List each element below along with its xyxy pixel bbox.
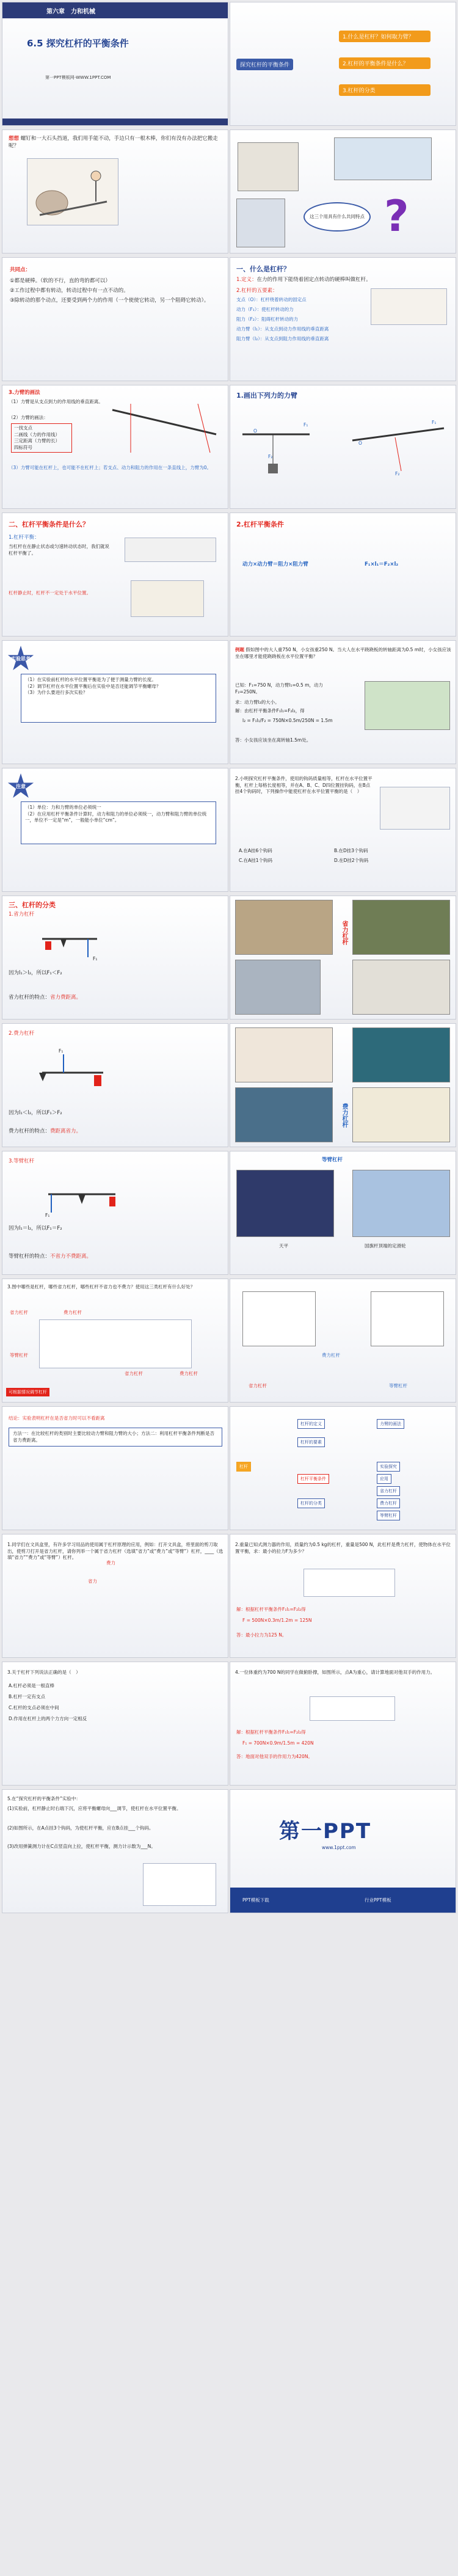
badminton-photo xyxy=(235,1087,333,1142)
slide-balance xyxy=(2,513,228,637)
slide-equal-arm-photos xyxy=(230,1151,456,1275)
equal-arm-trait: 不省力不费距离。 xyxy=(50,1253,92,1260)
brand-url[interactable]: www.1ppt.com xyxy=(322,1845,356,1850)
quiz6-option-d[interactable]: D.作用在杠杆上的两个力方向一定相反 xyxy=(9,1716,87,1721)
quiz8-item-2: (2)如图所示，在A点挂3个钩码，为使杠杆平衡，应在B点挂___个钩码。 xyxy=(7,1825,154,1831)
arm-diagram xyxy=(106,398,222,459)
quiz3b-tag-2: 费力杠杆 xyxy=(322,1352,340,1358)
quiz2-question: 2.小明探究杠杆平衡条件，使用的钩码质量相等，杠杆在水平位置平衡，杠杆上每格长度相等，并在A、B、C、D四位置挂钩码，在B点挂4个钩码时，下列操作中能使杠杆在水平位置平衡的是（ ） xyxy=(235,776,373,794)
example-solve: 解：由杠杆平衡条件F₁l₁=F₂l₂，得 xyxy=(235,708,305,713)
conclusion-head: 结论：实验表明杠杆在是否省力时可以不看距离 xyxy=(9,1415,105,1421)
menu-item-2[interactable]: 2.杠杆的平衡条件是什么？ xyxy=(339,57,431,69)
notice-star-label: 注意 xyxy=(16,784,26,789)
footer-link[interactable]: 第一PPT模板网-WWW.1PPT.COM xyxy=(45,75,111,80)
menu-item-3[interactable]: 3.杠杆的分类 xyxy=(339,84,431,96)
quiz5-sol-2: F = 500N×0.3m/1.2m = 125N xyxy=(242,1618,312,1623)
condition-words: 动力×动力臂＝阻力×阻力臂 xyxy=(242,561,308,567)
slide-quiz-5 xyxy=(230,1534,456,1658)
classification-title: 三、杠杆的分类 xyxy=(9,901,56,909)
faucet-image xyxy=(371,1291,444,1346)
condition-title: 2.杠杆平衡条件 xyxy=(236,520,284,528)
quiz2-option-b[interactable]: B.在D挂3个钩码 xyxy=(334,848,368,853)
slide-summary-tree xyxy=(230,1406,456,1530)
common-heading: 共同点： xyxy=(10,267,31,273)
arm-line-1: （1）力臂是从支点到力的作用线的垂直距离。 xyxy=(9,399,103,404)
quiz3-tools-image xyxy=(39,1319,192,1368)
quiz8-title: 5.在“探究杠杆的平衡条件”实验中： xyxy=(7,1796,81,1801)
definition-label: 1.定义： xyxy=(236,277,257,283)
star-label: 实验思考 xyxy=(11,656,31,662)
bubble-text: 这三个用具有什么共同特点 xyxy=(310,213,365,219)
arm-step-3: 三定距离（力臂的长） xyxy=(14,438,60,443)
common-item-1: ①都是硬棒。（软的不行，直的弯的都可以） xyxy=(10,278,111,284)
quiz3-tag-6: 费力杠杆 xyxy=(180,1371,198,1376)
pliers-photo xyxy=(235,960,321,1015)
quiz4-question: 1.同学们在文具盒里，有许多学习用品的使用属于杠杆原理的应用，例如：打开文具盒，将里面的剪刀取出，使剪刀打开是省力杠杆，请你列举一个属于省力杠杆（选填“省力”或“费力”或“等臂”）杠杆，____（选填“省力”“费力”或“等臂”）杠杆。 xyxy=(7,1542,224,1560)
slide-quiz-4 xyxy=(2,1534,228,1658)
seesaw-image xyxy=(334,137,432,180)
tree-application: 应用 xyxy=(377,1474,391,1484)
slide-end xyxy=(230,1789,456,1913)
left-decoration xyxy=(2,119,228,126)
element-5: 阻力臂（l₂）：从支点到阻力作用线的垂直距离 xyxy=(236,336,329,341)
slide-menu xyxy=(230,2,456,126)
tree-definition: 杠杆的定义 xyxy=(297,1419,325,1429)
balance-title: 二、杠杆平衡条件是什么？ xyxy=(9,520,89,528)
tree-classification: 杠杆的分类 xyxy=(297,1498,325,1508)
force-saving-diagram xyxy=(39,921,100,963)
quiz3b-tag-3: 等臂杠杆 xyxy=(389,1383,407,1388)
tree-force-saving: 省力杠杆 xyxy=(377,1486,400,1496)
balance-body: 当杠杆在在静止状态或匀速转动状态时，我们就说杠杆平衡了。 xyxy=(9,544,109,556)
quiz3-question: 3.图中哪些是杠杆，哪些省力杠杆，哪些杠杆不省力也不费力？使用这三类杠杆有什么好处？ xyxy=(7,1284,195,1290)
crowbar-illustration xyxy=(27,158,118,225)
think-label: 想想 xyxy=(9,136,20,142)
force-saving-trait-label: 省力杠杆的特点： xyxy=(9,994,51,1001)
rock-lever-icon xyxy=(27,159,119,226)
tree-force-costing: 费力杠杆 xyxy=(377,1498,400,1508)
equal-arm-f1: F₁ xyxy=(45,1213,50,1218)
notice-box xyxy=(21,801,216,844)
quiz4-blank-1: 费力 xyxy=(106,1560,115,1566)
slide-quiz-2 xyxy=(230,768,456,892)
notice-item-1: （1）单位：力和力臂的单位必须统一 xyxy=(25,805,101,810)
force-costing-tag: 费力杠杆 xyxy=(341,1103,347,1128)
force-saving-eq: 因为l₁＞l₂，所以F₁＜F₂ xyxy=(9,970,62,976)
force-costing-eq: 因为l₁＜l₂，所以F₁＞F₂ xyxy=(9,1110,62,1116)
element-3: 阻力（F₂）：阻碍杠杆转动的力 xyxy=(236,316,299,322)
slide-example xyxy=(230,640,456,764)
quiz6-option-b[interactable]: B.杠杆一定有支点 xyxy=(9,1694,46,1699)
example-given: 已知：F₁=750 N，动力臂l₁=0.5 m，动力F₂=250N。 xyxy=(235,682,323,695)
quiz7-sol-1: 解：根据杠杆平衡条件F₁l₁=F₂l₂得 xyxy=(236,1729,306,1735)
tree-elements: 杠杆的要素 xyxy=(297,1437,325,1447)
balance-scale-photo xyxy=(236,1170,334,1237)
brand-logo[interactable]: 第一PPT xyxy=(279,1819,372,1844)
slide-conclusion xyxy=(2,1406,228,1530)
example-ask: 求：动力臂l₂的大小。 xyxy=(235,699,280,705)
common-item-3: ③除转动的那个动点，还要受到两个力的作用（一个使使它转动，另一个阻碍它转动）。 xyxy=(10,297,209,304)
exp-item-1: （1）在实验前杠杆的水平位置平衡是为了便于测量力臂的长度。 xyxy=(25,677,156,682)
quiz7-sol-2: F₁ = 700N×0.9m/1.5m = 420N xyxy=(242,1740,314,1746)
element-4: 动力臂（l₁）：从支点到动力作用线的垂直距离 xyxy=(236,326,329,332)
seesaw-photo xyxy=(365,681,450,730)
nutcracker-photo xyxy=(352,960,450,1015)
tree-arm-drawing: 力臂的画法 xyxy=(377,1419,404,1429)
pushup-image xyxy=(310,1696,395,1721)
title-bar xyxy=(2,2,228,18)
slide-force-saving xyxy=(2,896,228,1020)
tree-balance: 杠杆平衡条件 xyxy=(297,1474,329,1484)
force-costing-diagram xyxy=(39,1048,106,1103)
elements-heading: 2.杠杆的五要素： xyxy=(236,288,278,294)
element-2: 动力（F₁）：使杠杆转动的力 xyxy=(236,307,294,312)
flagpole-photo xyxy=(352,1170,450,1237)
fishing-photo xyxy=(352,1027,450,1082)
quiz3-tag-1: 省力杠杆 xyxy=(10,1310,28,1315)
question-mark-icon: ? xyxy=(384,191,409,241)
condition-formula: F₁×l₁＝F₂×l₂ xyxy=(365,561,399,567)
question-bubble xyxy=(304,202,371,232)
quiz8-item-1: (1)实验前，杠杆静止时右端下沉，应将平衡螺母向___调节，使杠杆在水平位置平衡。 xyxy=(7,1806,181,1811)
quiz6-option-c[interactable]: C.杠杆的支点必须在中间 xyxy=(9,1705,59,1710)
exp-item-3: （3）为什么要进行多次实验？ xyxy=(25,690,88,695)
slide-title xyxy=(2,2,228,126)
slide-equal-arm xyxy=(2,1151,228,1275)
quiz7-answer: 答：地面对他双手的作用力为420N。 xyxy=(236,1754,313,1759)
example-label: 例题 xyxy=(235,647,244,652)
chopsticks-photo xyxy=(235,1027,333,1082)
equal-arm-trait-label: 等臂杠杆的特点： xyxy=(9,1253,51,1260)
flagpole-caption: 国旗杆顶端的定滑轮 xyxy=(365,1243,406,1249)
slide-force-saving-photos xyxy=(230,896,456,1020)
fisherman-photo xyxy=(352,1087,450,1142)
equal-arm-diagram xyxy=(45,1176,118,1219)
slide-condition xyxy=(230,513,456,637)
balance-sub: 1.杠杆平衡： xyxy=(9,535,40,541)
quiz6-question: 3.关于杠杆下列说法正确的是（ ） xyxy=(7,1669,81,1675)
diagram-label-f1b: F₁ xyxy=(432,420,437,425)
common-item-2: ②工作过程中都有转动，转动过程中有一点不动的。 xyxy=(10,288,129,294)
exp-box xyxy=(21,674,216,723)
exp-item-2: （2）调节杠杆在水平位置平衡后在实验中是否还能调节平衡螺母？ xyxy=(25,683,161,689)
conclusion-body: 方法一：在比较杠杆的类别时主要比较动力臂和阻力臂的大小；方法二：利用杠杆平衡条件判断是否省力费距离。 xyxy=(13,1431,214,1443)
quiz3-tag-2: 费力杠杆 xyxy=(64,1310,82,1315)
slide-quiz-8 xyxy=(2,1789,228,1913)
arm-heading: 3.力臂的画法 xyxy=(9,390,40,396)
quiz2-option-a[interactable]: A.在A挂6个钩码 xyxy=(239,848,272,853)
diagram-label-f1: F₁ xyxy=(304,422,308,428)
diagram-label-o: O xyxy=(253,428,257,434)
force-costing-trait: 费距离省力。 xyxy=(50,1128,82,1134)
force-saving-trait: 省力费距离。 xyxy=(50,994,82,1001)
slide-exercise-arms xyxy=(230,385,456,509)
notice-badge: 可根据情况调节杠杆 xyxy=(6,1388,49,1396)
slide-quiz-3-images xyxy=(230,1279,456,1403)
scissors-image xyxy=(242,1291,316,1346)
quiz6-option-a[interactable]: A.杠杆必须是一根直棒 xyxy=(9,1683,54,1688)
quiz5-question: 2.重量已知式测力器的作用，质量约为0.5 kg的杠杆，重量是500 N，此杠杆是费力杠杆，使物体在水平位置平衡，求：最小的拉力F为多少？ xyxy=(235,1542,451,1554)
arm-line-2: （2）力臂的画法： xyxy=(9,415,48,420)
balance-bar-image xyxy=(125,538,216,562)
quiz5-answer: 答：最小拉力为125 N。 xyxy=(236,1632,287,1638)
slide-arm-drawing xyxy=(2,385,228,509)
arm-step-4: 四标符号 xyxy=(14,444,32,450)
slide-quiz-7 xyxy=(230,1662,456,1786)
force-saving-sub: 1.省力杠杆 xyxy=(9,911,35,918)
diagram-label-f2: F₂ xyxy=(268,454,273,459)
example-formula: l₂ = F₁l₁/F₂ = 750N×0.5m/250N = 1.5m xyxy=(242,718,333,723)
exercise-title: 1.画出下列力的力臂 xyxy=(236,392,297,400)
diagram-label-ob: O xyxy=(358,440,362,446)
slide-notice xyxy=(2,768,228,892)
page-title: 6.5 探究杠杆的平衡条件 xyxy=(27,38,129,49)
equal-arm-eq: 因为l₁＝l₂，所以F₁＝F₂ xyxy=(9,1225,62,1231)
definition-title: 一、什么是杠杆？ xyxy=(236,265,290,273)
quiz3-tag-3: 等臂杠杆 xyxy=(10,1352,28,1358)
example-question: 假如图中的大人重750 N，小女孩重250 N。当大人在水平跷跷板的转轴距离为0.5 m时，小女孩应该坐在哪里才能使跷跷板在水平位置平衡？ xyxy=(235,647,451,659)
slide-force-costing-photos xyxy=(230,1023,456,1147)
balance-caption: 天平 xyxy=(279,1243,288,1249)
slide-common xyxy=(2,257,228,381)
lever-person-illustration xyxy=(371,288,447,325)
crowbar-image xyxy=(238,142,299,191)
end-footer-right[interactable]: 行业PPT模板 xyxy=(365,1897,391,1903)
seesaw-kids-image xyxy=(131,580,204,617)
quiz8-lever-image xyxy=(143,1863,216,1906)
exercise-diagrams xyxy=(236,410,450,477)
cart-photo xyxy=(235,900,333,955)
quiz7-question: 4.一位体重约为700 N的同学在做俯卧撑，如图所示，点A为重心，请计算地面对他双手的作用力。 xyxy=(235,1669,435,1675)
end-footer-left[interactable]: PPT模板下载 xyxy=(242,1897,269,1903)
force-saving-tag: 省力杠杆 xyxy=(341,921,347,945)
slide-tools xyxy=(230,130,456,254)
quiz2-lever-image xyxy=(380,787,450,830)
tree-experiment: 实验探究 xyxy=(377,1462,400,1472)
quiz8-item-3: (3)改用弹簧测力计在C点竖直向上拉，使杠杆平衡，测力计示数为___N。 xyxy=(7,1844,156,1849)
arm-step-1: 一找支点 xyxy=(14,425,32,431)
force-costing-trait-label: 费力杠杆的特点： xyxy=(9,1128,51,1134)
slide-quiz-6 xyxy=(2,1662,228,1786)
pump-image xyxy=(236,199,285,247)
quiz3b-tag-1: 省力杠杆 xyxy=(249,1383,267,1388)
arm-step-2: 二画线（力的作用线） xyxy=(14,431,60,437)
slide-think xyxy=(2,130,228,254)
notice-item-2: （2）在应用杠杆平衡条件计算时，动力和阻力的单位必须统一，动力臂和阻力臂的单位统一，单位不一定是“m”，一般能小单位“cm”。 xyxy=(25,811,207,823)
arm-note: （3）力臂可能在杠杆上，也可能不在杠杆上；若支点、动力和阻力的作用在一条直线上，力臂为0。 xyxy=(9,465,212,470)
tree-equal-arm: 等臂杠杆 xyxy=(377,1511,400,1520)
menu-item-1[interactable]: 1.什么是杠杆？如何取力臂？ xyxy=(339,31,431,42)
quiz4-blank-2: 省力 xyxy=(88,1578,97,1584)
crowbar-photo xyxy=(352,900,450,955)
definition-text: 在力的作用下能绕着固定点转动的硬棒叫做杠杆。 xyxy=(256,277,371,283)
force-costing-sub: 2.费力杠杆 xyxy=(9,1031,35,1037)
arm-steps-box xyxy=(11,423,72,453)
quiz5-lever-image xyxy=(304,1569,395,1597)
conclusion-box xyxy=(9,1428,222,1447)
diagram-label-f2b: F₂ xyxy=(395,471,400,476)
example-answer: 答：小女孩应该坐在离转轴1.5m处。 xyxy=(235,737,311,743)
quiz2-option-c[interactable]: C.在A挂1个钩码 xyxy=(239,858,273,863)
quiz3-tag-5: 省力杠杆 xyxy=(125,1371,143,1376)
tree-root: 杠杆 xyxy=(236,1462,251,1472)
force-saving-f1: F₁ xyxy=(93,956,98,961)
balance-note: 杠杆静止时，杠杆不一定处于水平位置。 xyxy=(9,590,91,596)
element-1: 支点（O）：杠杆绕着转动的固定点 xyxy=(236,297,307,302)
slide-force-costing xyxy=(2,1023,228,1147)
slide-quiz-3 xyxy=(2,1279,228,1403)
quiz5-sol-1: 解：根据杠杆平衡条件F₁l₁=F₂l₂得 xyxy=(236,1607,306,1612)
chapter-label: 第六章 力和机械 xyxy=(46,9,95,15)
slide-definition xyxy=(230,257,456,381)
quiz2-option-d[interactable]: D.在D挂2个钩码 xyxy=(334,858,369,863)
topic-pill[interactable]: 探究杠杆的平衡条件 xyxy=(236,59,293,70)
equal-arm-tag: 等臂杠杆 xyxy=(322,1157,343,1163)
force-costing-f1: F₁ xyxy=(59,1048,64,1054)
think-text: 螺钉和一大石头挡道，我们用手能不动，手边只有一根木棒，你们有没有办法把它搬走呢？ xyxy=(9,136,218,150)
equal-arm-sub: 3.等臂杠杆 xyxy=(9,1158,35,1164)
slide-exp-thinking xyxy=(2,640,228,764)
